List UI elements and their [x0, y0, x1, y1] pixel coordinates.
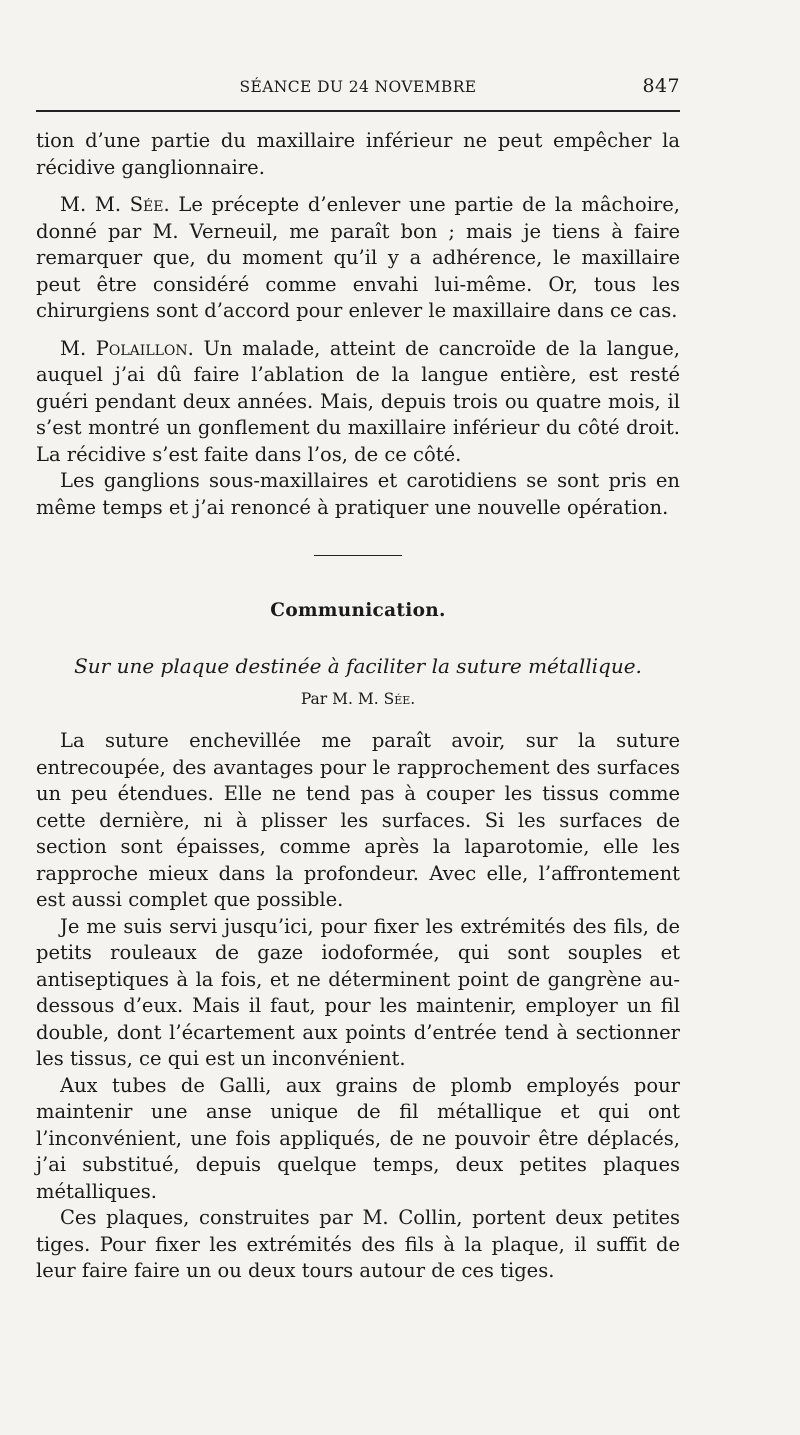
- article-paragraph: Ces plaques, construites par M. Collin, portent deux petites tiges. Pour fixer les extrémités des fils à la plaque, il suffit de leur faire faire un ou deux tours autour de ces tiges.: [36, 1206, 680, 1282]
- article-paragraph: Aux tubes de Galli, aux grains de plomb employés pour maintenir une anse unique de fil métallique et qui ont l’inconvénient, une fois appliqués, de ne pouvoir être déplacés, j’ai substitué, depuis quelque temps, deux petites plaques métalliques.: [36, 1073, 680, 1203]
- article-paragraph: La suture enchevillée me paraît avoir, sur la suture entrecoupée, des avantages pour le rapprochement des surfaces un peu étendues. Elle ne tend pas à couper les tissus comme cette dernière, ni à plisser les surfaces. Si les surfaces de section sont épaisses, comme après la laparotomie, elle les rapproche mieux dans la profondeur. Avec elle, l’affrontement est aussi complet que possible.: [36, 729, 680, 911]
- paragraph-ganglions: Les ganglions sous-maxillaires et carotidiens se sont pris en même temps et j’ai renoncé à pratiquer une nouvelle opération.: [36, 469, 680, 519]
- paragraph-text: Un malade, atteint de cancroïde de la langue, auquel j’ai dû faire l’ablation de la langue entière, est resté guéri pendant deux années. Mais, depuis trois ou quatre mois, il s’est montré un gonflement du maxillaire inférieur du côté droit. La récidive s’est faite dans l’os, de ce côté.: [36, 336, 680, 466]
- running-header: [36, 66, 680, 100]
- byline-author: Sée.: [383, 690, 416, 708]
- speaker-name: M. M. Sée.: [60, 193, 170, 216]
- section-title: Communication.: [270, 600, 446, 621]
- paragraph-continuation: tion d’une partie du maxillaire inférieur ne peut empêcher la récidive ganglionnaire.: [36, 129, 680, 179]
- speaker-name: M. Polaillon.: [60, 336, 194, 360]
- book-page: [36, 66, 680, 1285]
- article-title: Sur une plaque destinée à faciliter la suture métallique.: [74, 654, 642, 678]
- paragraph-see-remark: [36, 192, 680, 325]
- paragraph-polaillon-remark: [36, 336, 680, 469]
- byline: [36, 690, 680, 708]
- section-separator: [314, 555, 402, 556]
- page-number: 847: [642, 75, 680, 97]
- byline-prefix: Par M. M.: [300, 690, 384, 708]
- article-paragraph: Je me suis servi jusqu’ici, pour fixer les extrémités des fils, de petits rouleaux de gaze iodoformée, qui sont souples et antiseptiques à la fois, et ne déterminent point de gangrène au-dessous d’eux. Mais il faut, pour les maintenir, employer un fil double, dont l’écartement aux points d’entrée tend à sectionner les tissus, ce qui est un inconvénient.: [36, 914, 680, 1070]
- paragraph-text: Le précepte d’enlever une partie de la mâchoire, donné par M. Verneuil, me paraît bon ; mais je tiens à faire remarquer que, du moment qu’il y a adhérence, le maxillaire peut être considéré comme envahi lui-même. Or, tous les chirurgiens sont d’accord pour enlever le maxillaire dans ce cas.: [36, 193, 680, 322]
- header-rule: [36, 110, 680, 112]
- running-title: SÉANCE DU 24 NOVEMBRE: [239, 78, 477, 96]
